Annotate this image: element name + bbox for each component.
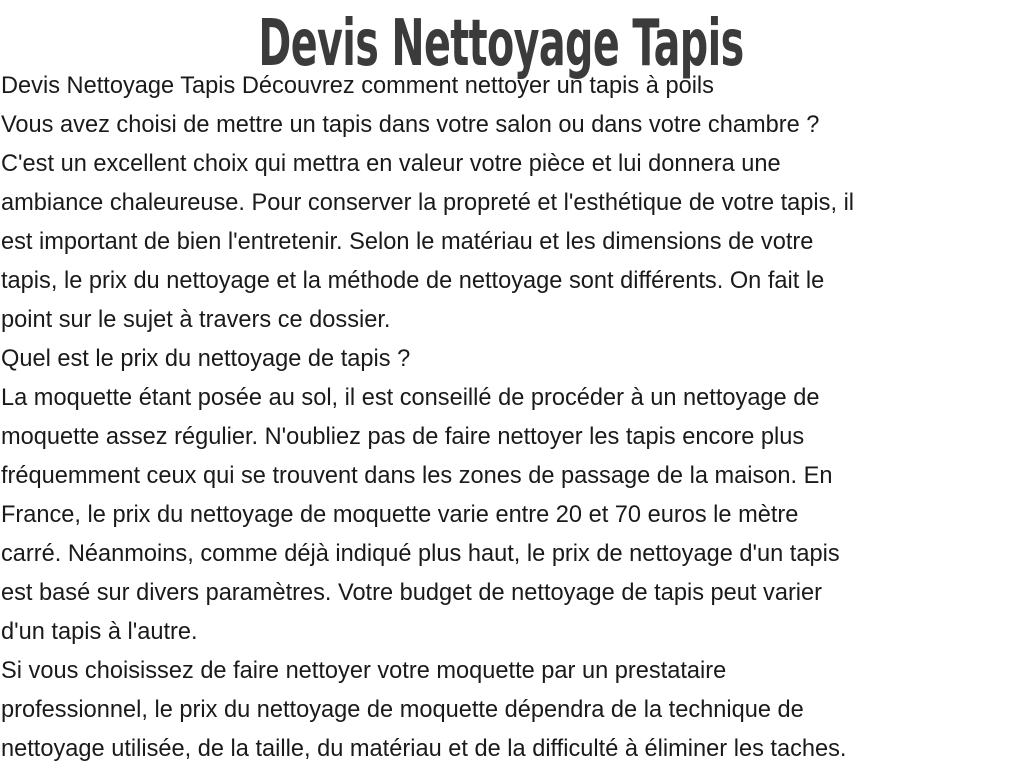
- body-line: ambiance chaleureuse. Pour conserver la propreté et l'esthétique de votre tapis, il: [1, 190, 855, 216]
- body-line: fréquemment ceux qui se trouvent dans les zones de passage de la maison. En: [1, 463, 833, 489]
- body-line: point sur le sujet à travers ce dossier.: [1, 307, 391, 333]
- body-line: France, le prix du nettoyage de moquette varie entre 20 et 70 euros le mètre: [1, 502, 799, 528]
- body-line: Devis Nettoyage Tapis Découvrez comment nettoyer un tapis à poils: [1, 73, 714, 99]
- body-line: est important de bien l'entretenir. Selon le matériau et les dimensions de votre: [1, 229, 814, 255]
- section-heading: Quel est le prix du nettoyage de tapis ?: [1, 346, 411, 372]
- body-line: nettoyage utilisée, de la taille, du matériau et de la difficulté à éliminer les taches.: [1, 736, 847, 762]
- body-line: carré. Néanmoins, comme déjà indiqué plus haut, le prix de nettoyage d'un tapis: [1, 541, 840, 567]
- body-line: tapis, le prix du nettoyage et la méthode de nettoyage sont différents. On fait le: [1, 268, 825, 294]
- article-body: [1, 67, 1024, 768]
- body-line: d'un tapis à l'autre.: [1, 619, 198, 645]
- body-line: Si vous choisissez de faire nettoyer votre moquette par un prestataire: [1, 658, 727, 684]
- body-line: C'est un excellent choix qui mettra en valeur votre pièce et lui donnera une: [1, 151, 781, 177]
- body-line: moquette assez régulier. N'oubliez pas de faire nettoyer les tapis encore plus: [1, 424, 805, 450]
- body-line: professionnel, le prix du nettoyage de moquette dépendra de la technique de: [1, 697, 804, 723]
- body-line: Vous avez choisi de mettre un tapis dans votre salon ou dans votre chambre ?: [1, 112, 820, 138]
- page-title: Devis Nettoyage Tapis: [258, 7, 744, 81]
- body-line: La moquette étant posée au sol, il est conseillé de procéder à un nettoyage de: [1, 385, 820, 411]
- body-line: est basé sur divers paramètres. Votre budget de nettoyage de tapis peut varier: [1, 580, 823, 606]
